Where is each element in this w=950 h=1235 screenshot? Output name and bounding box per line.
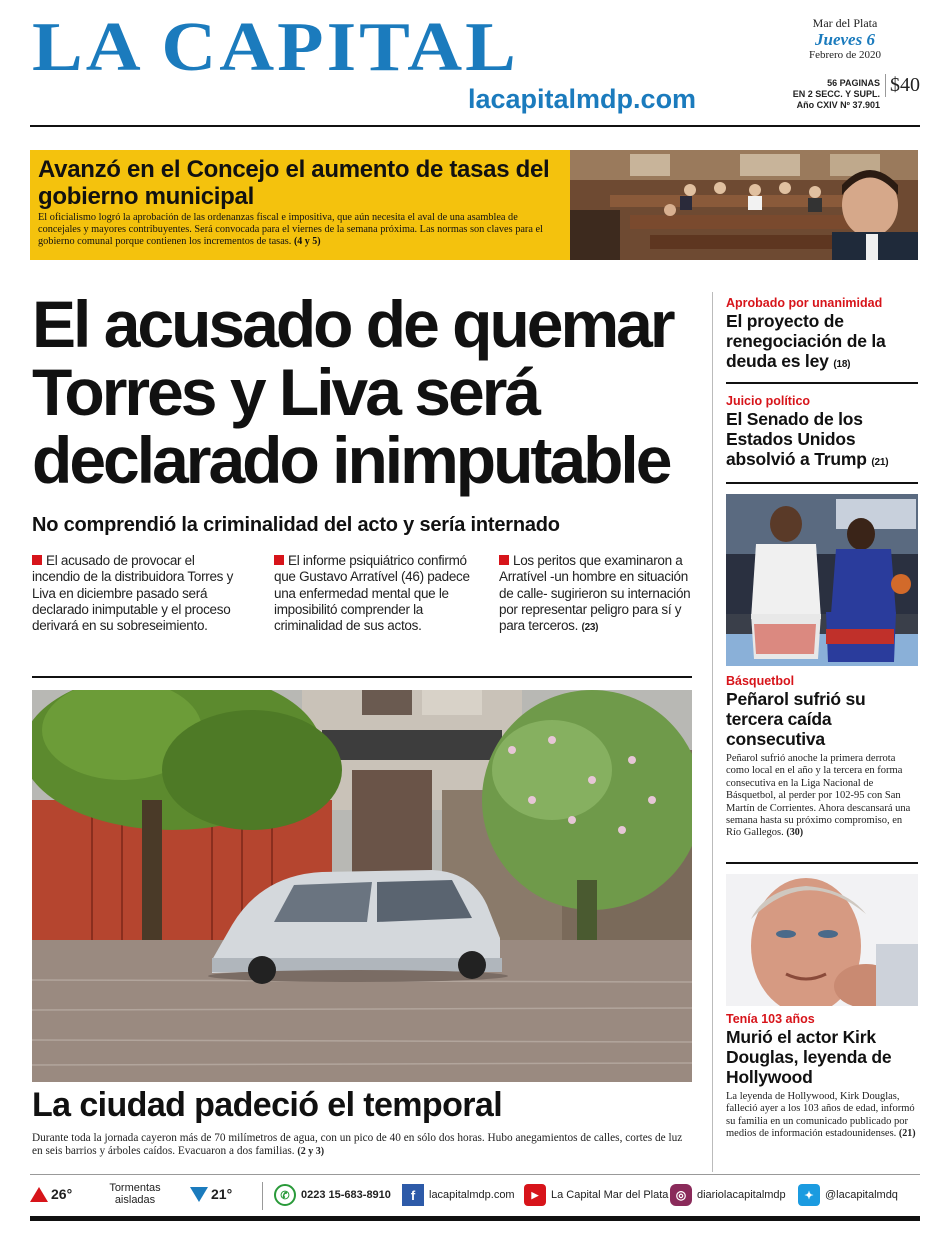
issue-number: Año CXIV Nº 37.901 — [796, 100, 880, 110]
kirk-douglas-photo — [726, 874, 918, 1006]
page-reference: (18) — [833, 359, 851, 370]
story-title: Murió el actor Kirk Douglas, leyenda de Hollywood — [726, 1027, 892, 1087]
whatsapp-link[interactable]: ✆ 0223 15-683-8910 — [274, 1184, 391, 1206]
sidebar-rule — [726, 862, 918, 864]
weather-min: 21° — [190, 1186, 232, 1202]
page-reference: (2 y 3) — [297, 1146, 325, 1157]
flood-headline[interactable]: La ciudad padeció el temporal — [32, 1086, 503, 1124]
price: $40 — [885, 74, 920, 97]
sidebar-rule — [726, 382, 918, 384]
footer-divider — [262, 1182, 263, 1210]
youtube-link[interactable]: ▶ La Capital Mar del Plata — [524, 1184, 668, 1206]
instagram-link[interactable]: ◎ diariolacapitalmdp — [670, 1184, 786, 1206]
main-subhead: No comprendió la criminalidad del acto y sería internado — [32, 514, 560, 536]
footer-bottom-rule — [30, 1216, 920, 1221]
story-summary: Peñarol sufrió anoche la primera derrota como local en el año y la tercera en forma consecutiva en la Liga Nacional de Básquetbol, al perder por 102-95 con San Martín de Corrientes. Ahora descansará una semana hasta su próximo compromiso, en Río Gallegos. (30) — [726, 753, 911, 839]
sidebar-story-debt[interactable] — [726, 296, 918, 375]
sidebar-story-basketball[interactable] — [726, 674, 918, 840]
flood-summary: Durante toda la jornada cayeron más de 70 milímetros de agua, con un pico de 40 en sólo dos horas. Hubo anegamientos de calles, cortes de luz en seis barrios y árboles caídos. Evacuaron a dos familias. (2 y 3) — [32, 1132, 683, 1157]
temperature-down-icon — [190, 1187, 208, 1202]
story-kicker: Aprobado por unanimidad — [726, 296, 883, 310]
footer-top-rule — [30, 1174, 920, 1175]
page-reference: (23) — [581, 622, 599, 634]
flood-street-photo — [32, 690, 692, 1082]
column-divider — [712, 292, 713, 1172]
story-kicker: Tenía 103 años — [726, 1012, 815, 1026]
bullet-square-icon — [274, 555, 284, 565]
story-title: El proyecto de renegociación de la deuda es ley (18) — [726, 311, 886, 371]
page-reference: (30) — [786, 827, 804, 839]
edition-month: Febrero de 2020 — [808, 49, 882, 61]
story-kicker: Básquetbol — [726, 674, 795, 688]
twitter-icon: ✦ — [798, 1184, 820, 1206]
newspaper-logo: LA CAPITAL — [32, 8, 519, 86]
main-headline[interactable]: El acusado de quemar Torres y Liva será declarado inimputable — [32, 287, 673, 497]
instagram-icon: ◎ — [670, 1184, 692, 1206]
page-count: 56 PAGINAS — [827, 78, 880, 88]
weather-max: 26° — [30, 1186, 72, 1202]
section-rule — [32, 676, 692, 678]
banner-headline: Avanzó en el Concejo el aumento de tasas del gobierno municipal — [38, 156, 550, 210]
page-reference: (4 y 5) — [293, 236, 321, 247]
weather-forecast: Tormentas aisladas — [109, 1182, 161, 1206]
page-reference: (21) — [898, 1128, 916, 1140]
youtube-icon: ▶ — [524, 1184, 546, 1206]
bullet-paragraph: Los peritos que examinaron a Arratível -un hombre en situación de calle- sugirieron su internación por representar peligro para sí y para terceros. (23) — [499, 553, 691, 634]
temperature-up-icon — [30, 1187, 48, 1202]
twitter-link[interactable]: ✦ @lacapitalmdq — [798, 1184, 898, 1206]
facebook-link[interactable]: f lacapitalmdp.com — [402, 1184, 515, 1206]
top-banner-story[interactable] — [30, 150, 570, 260]
bullet-square-icon — [499, 555, 509, 565]
story-title: El Senado de los Estados Unidos absolvió a Trump (21) — [726, 409, 889, 469]
story-title: Peñarol sufrió su tercera caída consecutiva — [726, 689, 866, 749]
facebook-icon: f — [402, 1184, 424, 1206]
edition-date — [800, 16, 890, 61]
footer-bar — [30, 1180, 920, 1214]
website-url[interactable]: lacapitalmdp.com — [468, 84, 697, 114]
sidebar-story-trump[interactable] — [726, 394, 918, 473]
bullet-square-icon — [32, 555, 42, 565]
banner-summary: El oficialismo logró la aprobación de las ordenanzas fiscal e impositiva, que aún necesita el aval de una asamblea de concejales y mayores contribuyentes. Será convocada para el viernes de la semana próxima. Las normas son claves para el gobierno comunal porque contienen los incrementos de tasas. (4 y 5) — [38, 212, 543, 247]
council-session-photo — [570, 150, 918, 260]
whatsapp-icon: ✆ — [274, 1184, 296, 1206]
page-reference: (21) — [871, 457, 889, 468]
bullet-paragraph: El acusado de provocar el incendio de la distribuidora Torres y Liva en diciembre pasado será declarado inimputable y el proceso derivará en su sobreseimiento. — [32, 553, 234, 634]
sidebar-rule — [726, 482, 918, 484]
masthead-rule — [30, 125, 920, 127]
publication-info — [776, 78, 880, 111]
story-summary: La leyenda de Hollywood, Kirk Douglas, falleció ayer a los 103 años de edad, informó su familia en un comunicado publicado por medios de información estadounidenses. (21) — [726, 1091, 916, 1140]
edition-day: Jueves 6 — [815, 30, 875, 49]
basketball-photo — [726, 494, 918, 666]
bullet-paragraph: El informe psiquiátrico confirmó que Gustavo Arratível (46) padece una enfermedad mental que le imposibilitó comprender la criminalidad de sus actos. — [274, 553, 470, 634]
story-kicker: Juicio político — [726, 394, 811, 408]
edition-city: Mar del Plata — [812, 16, 878, 30]
sidebar-story-kirk-douglas[interactable] — [726, 1012, 918, 1141]
section-count: EN 2 SECC. Y SUPL. — [792, 89, 880, 99]
